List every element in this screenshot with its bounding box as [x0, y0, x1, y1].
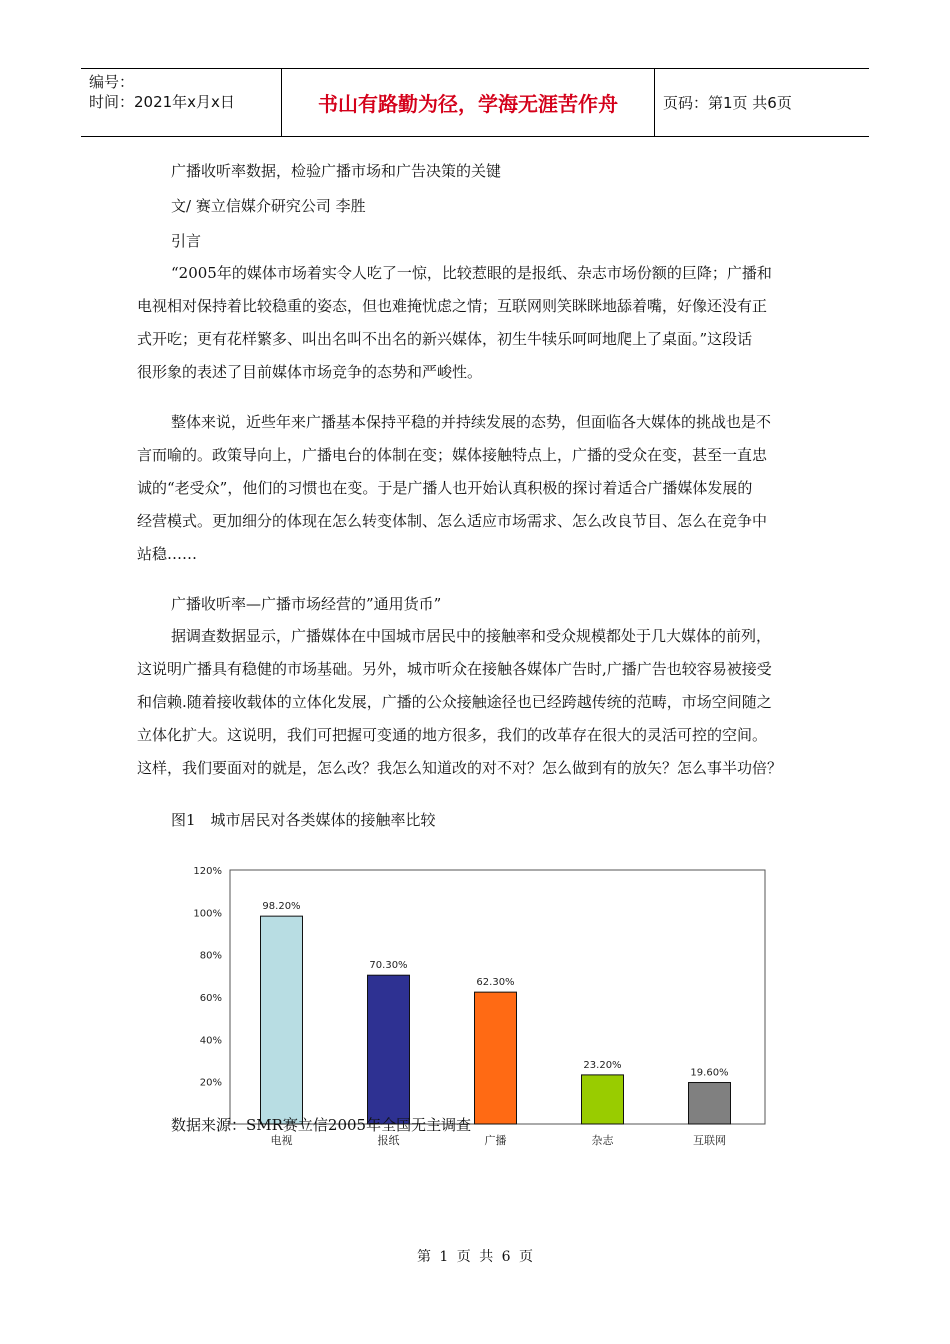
paragraph-line: 诚的“老受众”，他们的习惯也在变。于是广播人也开始认真积极的探讨着适合广播媒体发展的	[137, 479, 753, 497]
footer-word: 共	[479, 1249, 494, 1265]
paragraph-line: 很形象的表述了目前媒体市场竞争的态势和严峻性。	[137, 363, 483, 381]
footer-total-pages: 6	[501, 1249, 511, 1265]
paragraph-1	[137, 257, 817, 389]
article-byline: 文/ 赛立信媒介研究公司 李胜	[171, 197, 366, 215]
paragraph-2	[137, 406, 817, 571]
footer-page-number: 1	[439, 1249, 449, 1265]
paragraph-line: 经营模式。更加细分的体现在怎么转变体制、怎么适应市场需求、怎么改良节目、怎么在竞争中	[137, 512, 768, 530]
bar	[475, 992, 517, 1124]
paragraph-line: 站稳……	[137, 545, 198, 563]
bar-chart	[180, 858, 780, 1158]
bar	[689, 1083, 731, 1124]
footer-word: 页	[519, 1249, 534, 1265]
header-motto: 书山有路勤为径，学海无涯苦作舟	[281, 69, 655, 136]
page-label: 页码：第1页 共6页	[663, 94, 792, 112]
paragraph-line: 据调查数据显示，广播媒体在中国城市居民中的接触率和受众规模都处于几大媒体的前列，	[171, 627, 772, 645]
bar	[261, 916, 303, 1124]
paragraph-3	[137, 620, 817, 785]
article-title: 广播收听率数据，检验广播市场和广告决策的关键	[171, 162, 502, 180]
y-tick-label: 40%	[199, 1035, 222, 1047]
paragraph-line: 这样，我们要面对的就是，怎么改？我怎么知道改的对不对？怎么做到有的放矢？怎么事半功倍？	[137, 759, 783, 777]
header-page-label	[663, 69, 869, 136]
footer-word: 第	[416, 1249, 431, 1265]
paragraph-line: 这说明广播具有稳健的市场基础。另外，城市听众在接触各媒体广告时,广播广告也较容易被接受	[137, 660, 772, 678]
page-header	[81, 68, 869, 137]
intro-heading: 引言	[171, 232, 202, 250]
x-category-label: 互联网	[693, 1134, 726, 1147]
bar	[582, 1075, 624, 1124]
y-tick-label: 20%	[199, 1077, 222, 1089]
y-tick-label: 120%	[193, 866, 222, 877]
bar-value-label: 98.20%	[262, 901, 301, 913]
time-label: 时间：2021年x月x日	[89, 93, 235, 111]
paragraph-line: “2005年的媒体市场着实令人吃了一惊，比较惹眼的是报纸、杂志市场份额的巨降；广播和	[171, 264, 772, 282]
y-tick-label: 80%	[199, 950, 222, 962]
figure-caption: 图1 城市居民对各类媒体的接触率比较	[171, 811, 436, 829]
bar-value-label: 23.20%	[583, 1059, 622, 1071]
y-tick-label: 100%	[193, 908, 222, 920]
source-note: 数据来源：SMR赛立信2005年全国无主调查	[171, 1116, 472, 1134]
page-footer	[0, 1246, 950, 1266]
paragraph-line: 立体化扩大。这说明，我们可把握可变通的地方很多，我们的改革存在很大的灵活可控的空间。	[137, 726, 768, 744]
paragraph-line: 电视相对保持着比较稳重的姿态，但也难掩忧虑之情；互联网则笑眯眯地舔着嘴，好像还没有正	[137, 297, 768, 315]
x-category-label: 广播	[484, 1134, 507, 1147]
header-meta	[81, 69, 281, 136]
paragraph-line: 式开吃；更有花样繁多、叫出名叫不出名的新兴媒体，初生牛犊乐呵呵地爬上了桌面。”这段话	[137, 330, 753, 348]
bar-value-label: 62.30%	[476, 977, 515, 989]
x-category-label: 电视	[270, 1134, 293, 1147]
bar-value-label: 19.60%	[690, 1067, 729, 1079]
bar-value-label: 70.30%	[369, 960, 408, 972]
y-tick-label: 60%	[199, 993, 222, 1004]
section-heading: 广播收听率—广播市场经营的”通用货币”	[171, 595, 442, 613]
paragraph-line: 言而喻的。政策导向上，广播电台的体制在变；媒体接触特点上，广播的受众在变，甚至一直忠	[137, 446, 768, 464]
footer-word: 页	[456, 1249, 471, 1265]
bar	[368, 975, 410, 1124]
paragraph-line: 整体来说，近些年来广播基本保持平稳的并持续发展的态势，但面临各大媒体的挑战也是不	[171, 413, 772, 431]
bar-chart-svg	[180, 858, 780, 1158]
paragraph-line: 和信赖.随着接收载体的立体化发展，广播的公众接触途径也已经跨越传统的范畴，市场空间随之	[137, 693, 772, 711]
x-category-label: 杂志	[591, 1134, 614, 1147]
number-label: 编号：	[89, 73, 135, 91]
x-category-label: 报纸	[377, 1134, 400, 1147]
